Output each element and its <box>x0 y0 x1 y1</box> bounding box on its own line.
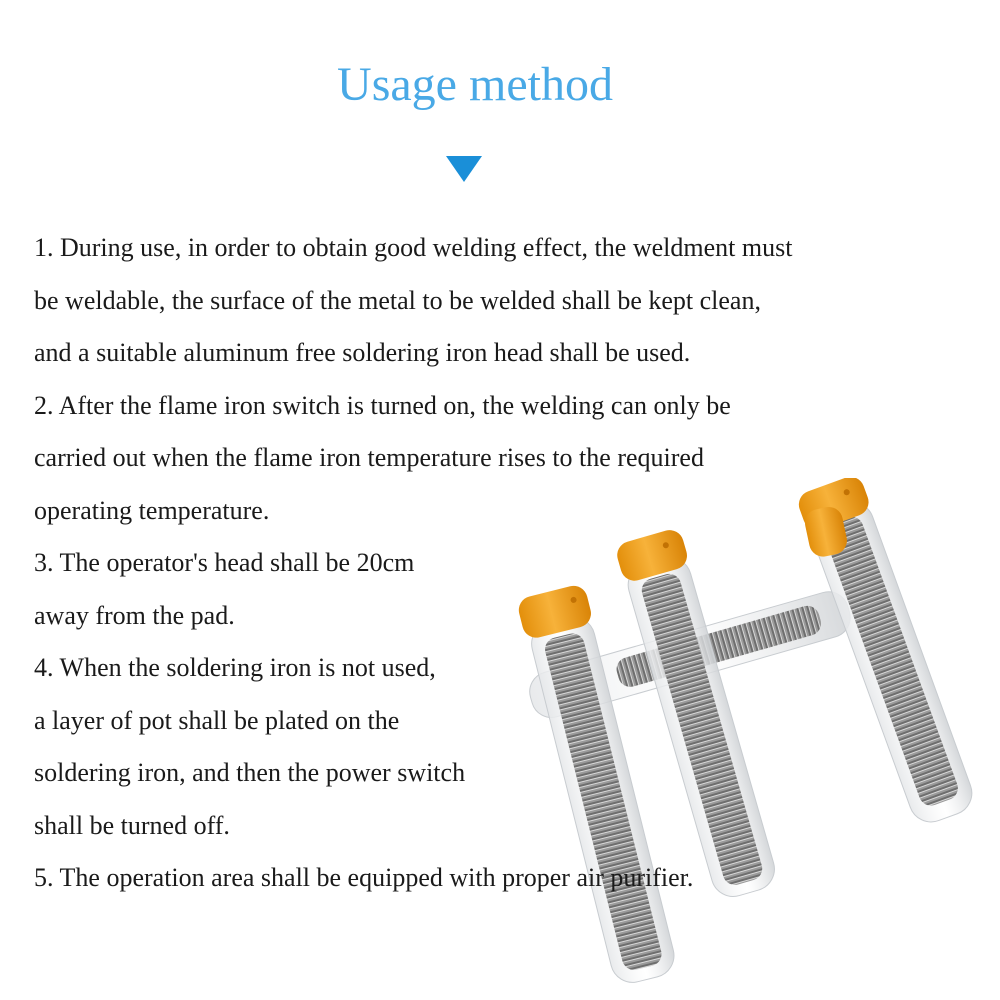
page-title: Usage method <box>337 58 613 111</box>
instruction-line: 4. When the soldering iron is not used, <box>34 653 436 682</box>
usage-instructions <box>34 222 984 905</box>
instruction-line: operating temperature. <box>34 495 270 525</box>
instruction-line: carried out when the flame iron temperature rises to the required <box>34 443 704 472</box>
instruction-line: away from the pad. <box>34 600 235 630</box>
instruction-line: 5. The operation area shall be equipped with proper air purifier. <box>34 863 694 892</box>
instruction-line: 3. The operator's head shall be 20cm <box>34 548 415 577</box>
instruction-line: and a suitable aluminum free soldering iron head shall be used. <box>34 338 691 367</box>
instruction-line: be weldable, the surface of the metal to be welded shall be kept clean, <box>34 285 761 315</box>
triangle-down-icon <box>446 156 482 182</box>
instruction-line: shall be turned off. <box>34 810 230 840</box>
instruction-line: soldering iron, and then the power switch <box>34 758 466 787</box>
instruction-line: a layer of pot shall be plated on the <box>34 705 400 735</box>
instruction-line: 2. After the flame iron switch is turned on, the welding can only be <box>34 390 731 420</box>
instruction-line: 1. During use, in order to obtain good welding effect, the weldment must <box>34 233 793 262</box>
